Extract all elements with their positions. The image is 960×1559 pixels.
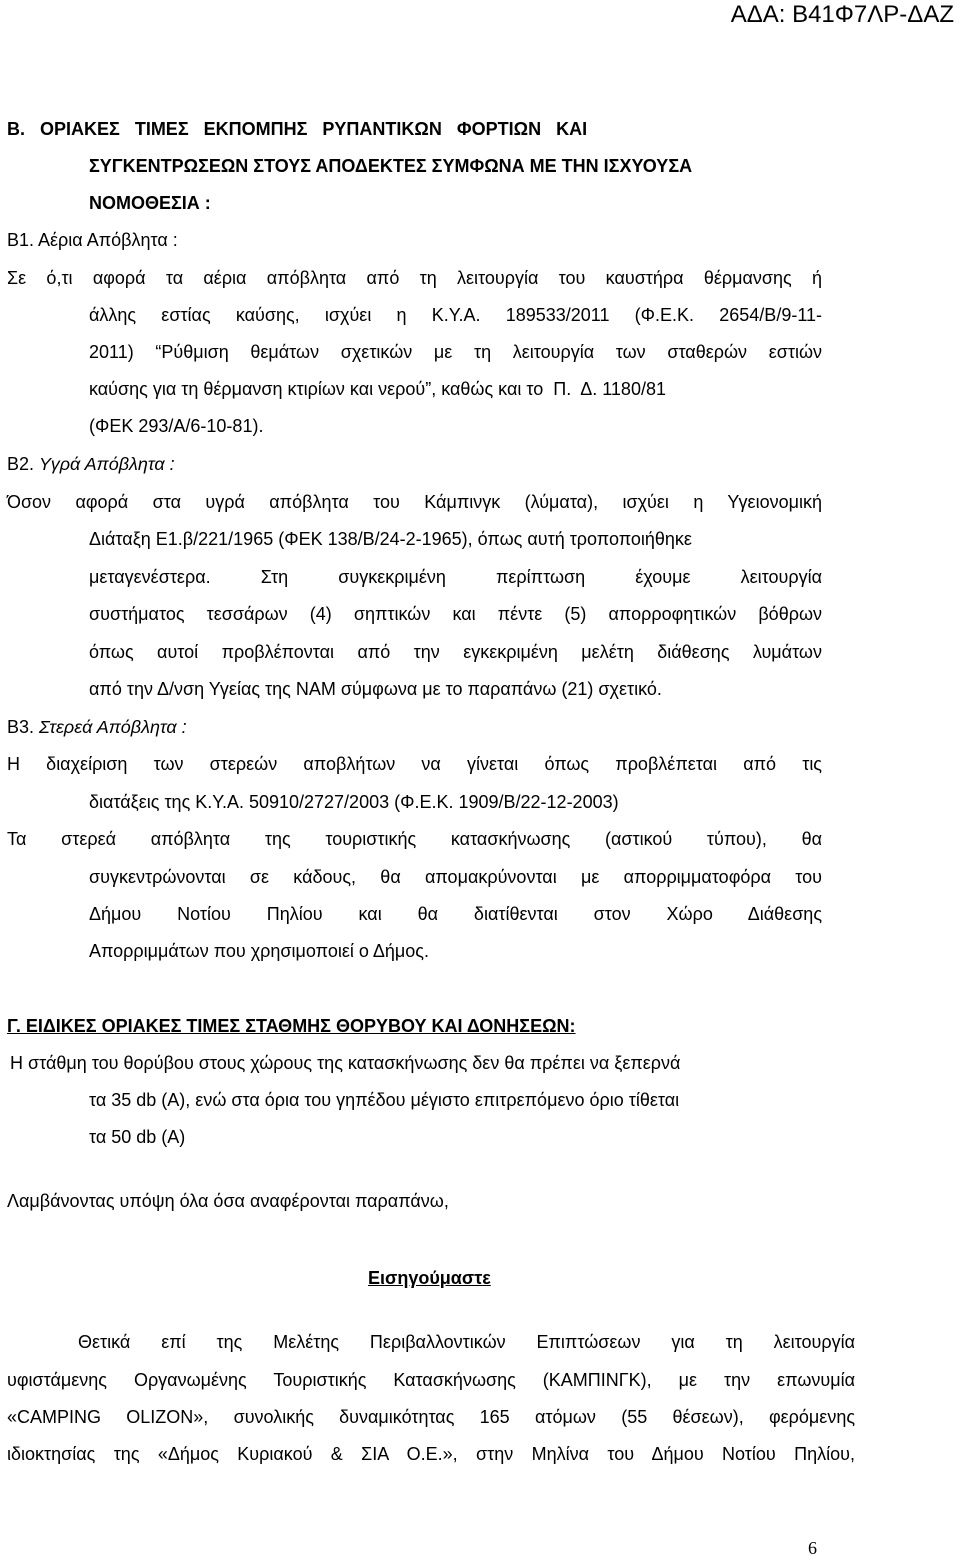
b2-heading [7,453,175,475]
propose-text-line: Θετικά επί της Μελέτης Περιβαλλοντικών Επιπτώσεων για τη λειτουργία [78,1332,855,1352]
section-g-title: Γ. ΕΙΔΙΚΕΣ ΟΡΙΑΚΕΣ ΤΙΜΕΣ ΣΤΑΘΜΗΣ ΘΟΡΥΒΟΥ ΚΑΙ ΔΟΝΗΣΕΩΝ: [7,1016,576,1036]
b3-text-line: Απορριμμάτων που χρησιμοποιεί ο Δήμος. [89,941,429,961]
section-g-text-line: Η στάθμη του θορύβου στους χώρους της κατασκήνωσης δεν θα πρέπει να ξεπερνά [10,1053,681,1073]
b3-text-line: Η διαχείριση των στερεών αποβλήτων να γίνεται όπως προβλέπεται από τις [7,754,822,774]
b2-text-line: μεταγενέστερα. Στη συγκεκριμένη περίπτωση έχουμε λειτουργία [89,567,822,587]
b2-text-line: Όσον αφορά στα υγρά απόβλητα του Κάμπινγκ (λύματα), ισχύει η Υγειονομική [7,492,822,512]
propose-text-line: «CAMPING OLIZON», συνολικής δυναμικότητας 165 ατόμων (55 θέσεων), φερόμενης [7,1407,855,1427]
b1-text-line: άλλης εστίας καύσης, ισχύει η Κ.Υ.Α. 189533/2011 (Φ.Ε.Κ. 2654/Β/9-11- [89,305,822,325]
b3-text-line: Δήμου Νοτίου Πηλίου και θα διατίθενται στον Χώρο Διάθεσης [89,904,822,924]
page-number: 6 [808,1538,817,1558]
b1-text-line: καύσης για τη θέρμανση κτιρίων και νερού”, καθώς και το Π. Δ. 1180/81 [89,379,666,399]
b3-text-line: Τα στερεά απόβλητα της τουριστικής κατασκήνωσης (αστικού τύπου), θα [7,829,822,849]
b2-heading-number: Β2. [7,454,35,474]
b3-heading-text: Στερεά Απόβλητα : [39,717,187,737]
b2-text-line: από την Δ/νση Υγείας της ΝΑΜ σύμφωνα με το παραπάνω (21) σχετικό. [89,679,662,699]
ada-code: ΑΔΑ: Β41Φ7ΛΡ-ΔΑΖ [730,1,954,28]
propose-text-line: υφιστάμενης Οργανωμένης Τουριστικής Κατασκήνωσης (ΚΑΜΠΙΝΓΚ), με την επωνυμία [7,1370,855,1390]
b3-heading-number: Β3. [7,717,35,737]
b3-text-line: διατάξεις της Κ.Υ.Α. 50910/2727/2003 (Φ.Ε.Κ. 1909/Β/22-12-2003) [89,792,619,812]
b1-text-line: (ΦΕΚ 293/Α/6-10-81). [89,416,264,436]
b2-heading-text: Υγρά Απόβλητα : [39,454,175,474]
b1-text-line: 2011) “Ρύθμιση θεμάτων σχετικών με τη λειτουργία των σταθερών εστιών [89,342,822,362]
considering-text: Λαμβάνοντας υπόψη όλα όσα αναφέρονται παραπάνω, [7,1191,449,1211]
section-b-title-line2: ΣΥΓΚΕΝΤΡΩΣΕΩΝ ΣΤΟΥΣ ΑΠΟΔΕΚΤΕΣ ΣΥΜΦΩΝΑ ΜΕ ΤΗΝ ΙΣΧΥΟΥΣΑ [89,156,693,176]
b3-text-line: συγκεντρώνονται σε κάδους, θα απομακρύνονται με απορριμματοφόρα του [89,867,822,887]
b1-heading: Β1. Αέρια Απόβλητα : [7,230,178,250]
b2-text-line: Διάταξη Ε1.β/221/1965 (ΦΕΚ 138/Β/24-2-1965), όπως αυτή τροποποιήθηκε [89,529,692,549]
propose-text-line: ιδιοκτησίας της «Δήμος Κυριακού & ΣΙΑ Ο.Ε.», στην Μηλίνα του Δήμου Νοτίου Πηλίου, [7,1444,855,1464]
section-b-title-line3: ΝΟΜΟΘΕΣΙΑ : [89,193,211,213]
section-g-text-line: τα 35 db (A), ενώ στα όρια του γηπέδου μέγιστο επιτρεπόμενο όριο τίθεται [89,1090,680,1110]
b3-heading [7,716,187,738]
section-b-title-line1: Β. ΟΡΙΑΚΕΣ ΤΙΜΕΣ ΕΚΠΟΜΠΗΣ ΡΥΠΑΝΤΙΚΩΝ ΦΟΡΤΙΩΝ ΚΑΙ [7,119,588,139]
section-g-text-line: τα 50 db (A) [89,1127,186,1147]
b2-text-line: συστήματος τεσσάρων (4) σηπτικών και πέντε (5) απορροφητικών βόθρων [89,604,822,624]
propose-heading: Εισηγούμαστε [368,1268,491,1288]
b2-text-line: όπως αυτοί προβλέπονται από την εγκεκριμένη μελέτη διάθεσης λυμάτων [89,642,822,662]
b1-text-line: Σε ό,τι αφορά τα αέρια απόβλητα από τη λειτουργία του καυστήρα θέρμανσης ή [7,268,822,288]
